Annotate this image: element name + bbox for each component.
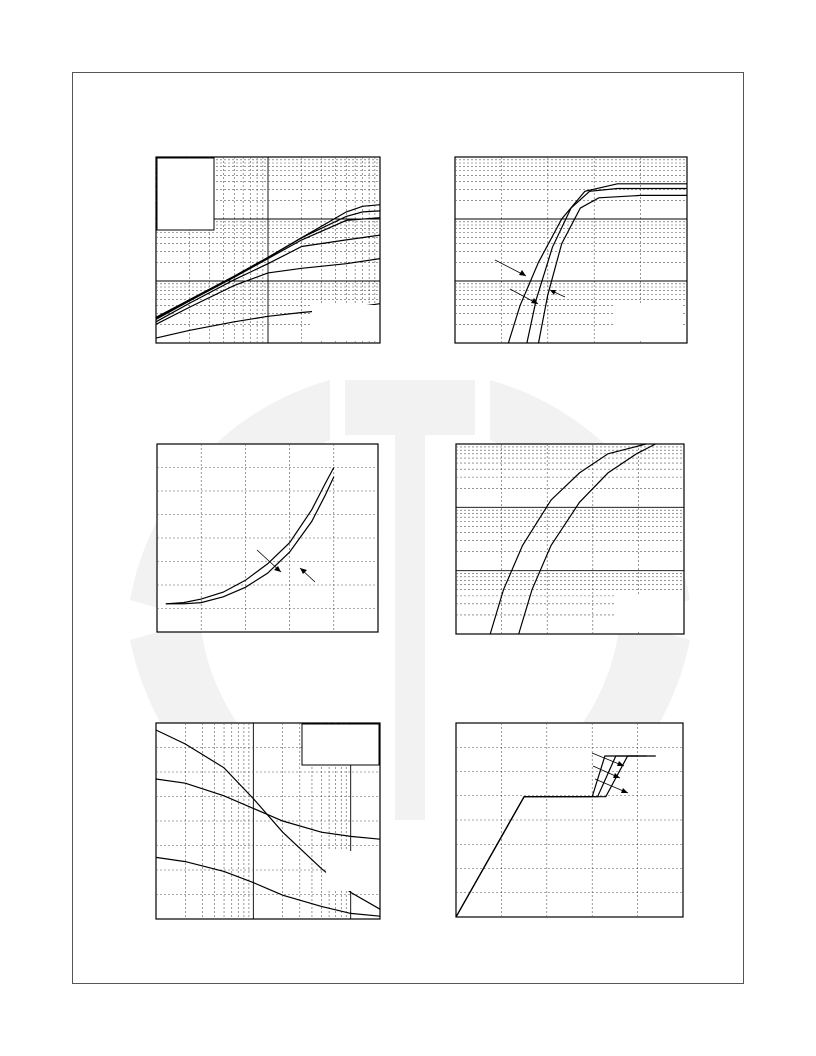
chart-6	[456, 723, 686, 919]
chart-1	[156, 157, 382, 345]
note-box	[613, 305, 683, 341]
note-box	[326, 851, 378, 891]
legend-box	[157, 158, 214, 230]
chart-5	[156, 723, 382, 921]
chart-3	[157, 444, 381, 634]
legend-box	[302, 724, 379, 765]
note-box	[614, 594, 682, 632]
note-box	[312, 305, 378, 341]
chart-2	[455, 157, 690, 345]
chart-4	[456, 444, 686, 636]
